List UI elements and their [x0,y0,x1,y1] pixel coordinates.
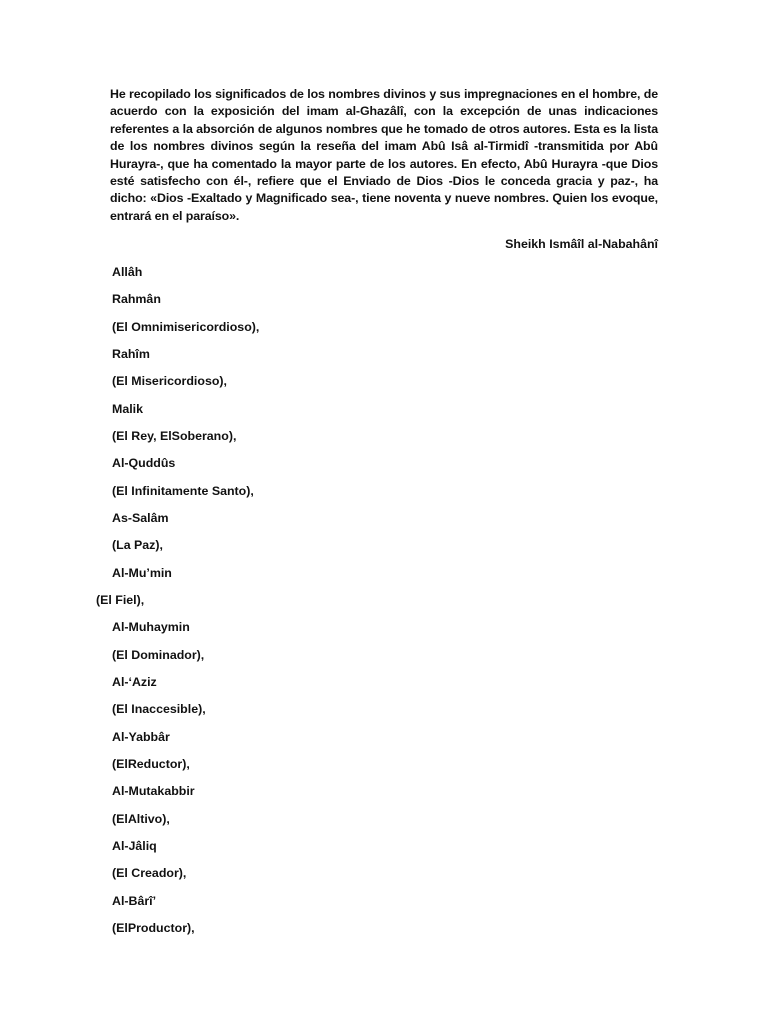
list-item: Allâh [112,265,143,279]
intro-paragraph: He recopilado los significados de los nombres divinos y sus impregnaciones en el hombre, de acuerdo con la exposición del imam al-Ghazâlî, con la excepción de unas indicaciones referentes a la absorción de algunos nombres que he tomado de otros autores. Esta es la lista de los nombres divinos según la reseña del imam Abû Isâ al-Tirmidî -transmitida por Abû Hurayra-, que ha comentado la mayor parte de los autores. En efecto, Abû Hurayra -que Dios esté satisfecho con él-, refiere que el Enviado de Dios -Dios le conceda gracia y paz-, ha dicho: «Dios -Exaltado y Magnificado sea-, tiene noventa y nueve nombres. Quien los evoque, entrará en el paraíso». [110,87,658,223]
list-item: (El Inaccesible), [112,702,206,717]
list-item: (El Dominador), [112,647,205,662]
list-item: Malik [112,401,143,416]
list-item: Al-Mutakabbir [112,784,195,799]
list-item: Al-Mu’min [112,565,172,580]
list-item: Al-Yabbâr [112,729,170,744]
list-item: (ElReductor), [112,756,190,771]
list-item: (ElAltivo), [112,811,170,826]
list-item: (El Rey, ElSoberano), [112,428,237,443]
author-signature: Sheikh Ismâîl al-Nabahânî [505,237,658,251]
list-item: Al-‘Aziz [112,674,157,689]
list-item: Al-Quddûs [112,456,176,471]
list-item: (El Misericordioso), [112,374,227,389]
list-item: (El Creador), [112,866,187,881]
list-item: (El Omnimisericordioso), [112,319,260,334]
list-item: Al-Muhaymin [112,620,190,635]
list-item: (El Fiel), [96,592,145,607]
list-item: (La Paz), [112,538,163,553]
list-item: Al-Bârî’ [112,893,157,908]
list-item: Al-Jâliq [112,838,157,853]
list-item: Rahîm [112,346,150,361]
list-item: (El Infinitamente Santo), [112,483,254,498]
list-item: (ElProductor), [112,920,195,935]
divine-names-list [96,264,260,947]
list-item: As-Salâm [112,510,169,525]
list-item: Rahmân [112,292,161,307]
